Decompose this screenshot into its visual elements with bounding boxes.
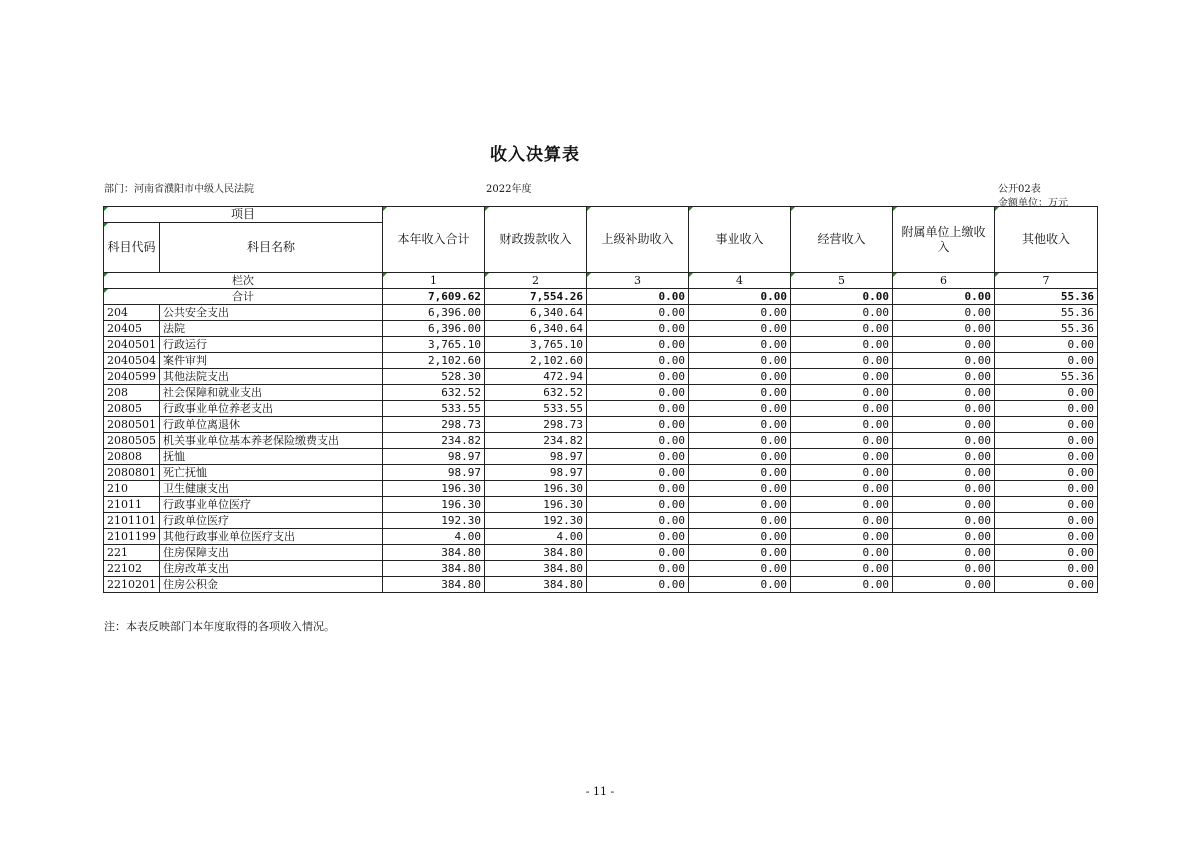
subject-name: 其他法院支出 <box>160 369 383 385</box>
amount-cell: 196.30 <box>485 481 587 497</box>
subject-name: 机关事业单位基本养老保险缴费支出 <box>160 433 383 449</box>
amount-cell: 0.00 <box>995 545 1098 561</box>
amount-cell: 0.00 <box>689 449 791 465</box>
table-row <box>104 465 1098 481</box>
subject-code: 208 <box>104 385 160 401</box>
table-row <box>104 513 1098 529</box>
table-row <box>104 449 1098 465</box>
subject-name: 行政单位离退休 <box>160 417 383 433</box>
page-number: - 11 - <box>585 785 615 798</box>
amount-cell: 196.30 <box>383 497 485 513</box>
amount-cell: 0.00 <box>587 369 689 385</box>
amount-cell: 0.00 <box>689 353 791 369</box>
amount-cell: 2,102.60 <box>485 353 587 369</box>
amount-cell: 0.00 <box>893 305 995 321</box>
subject-name: 行政事业单位养老支出 <box>160 401 383 417</box>
amount-cell: 0.00 <box>791 417 893 433</box>
table-row <box>104 321 1098 337</box>
amount-cell: 98.97 <box>383 465 485 481</box>
amount-cell: 0.00 <box>587 481 689 497</box>
amount-cell: 0.00 <box>587 353 689 369</box>
subject-name: 死亡抚恤 <box>160 465 383 481</box>
amount-cell: 0.00 <box>893 449 995 465</box>
amount-cell: 0.00 <box>791 353 893 369</box>
year-label: 2022年度 <box>486 184 532 195</box>
subject-code: 221 <box>104 545 160 561</box>
amount-cell: 472.94 <box>485 369 587 385</box>
subject-name: 抚恤 <box>160 449 383 465</box>
amount-cell: 0.00 <box>587 401 689 417</box>
amount-cell: 0.00 <box>995 401 1098 417</box>
amount-cell: 384.80 <box>383 545 485 561</box>
department-label: 部门：河南省濮阳市中级人民法院 <box>104 184 254 195</box>
subject-code: 22102 <box>104 561 160 577</box>
amount-cell: 0.00 <box>689 369 791 385</box>
amount-cell: 0.00 <box>995 385 1098 401</box>
total-value: 0.00 <box>689 289 791 305</box>
table-row <box>104 337 1098 353</box>
amount-cell: 0.00 <box>587 577 689 593</box>
subject-code: 2040599 <box>104 369 160 385</box>
amount-cell: 0.00 <box>587 513 689 529</box>
amount-cell: 98.97 <box>383 449 485 465</box>
amount-cell: 0.00 <box>893 417 995 433</box>
amount-cell: 0.00 <box>791 465 893 481</box>
col-header-2: 财政拨款收入 <box>485 207 587 273</box>
table-row <box>104 417 1098 433</box>
amount-cell: 0.00 <box>893 321 995 337</box>
amount-cell: 0.00 <box>995 433 1098 449</box>
amount-cell: 632.52 <box>383 385 485 401</box>
amount-cell: 0.00 <box>689 545 791 561</box>
amount-cell: 0.00 <box>893 497 995 513</box>
total-row <box>104 289 1098 305</box>
amount-cell: 0.00 <box>995 561 1098 577</box>
amount-cell: 0.00 <box>689 497 791 513</box>
amount-cell: 6,396.00 <box>383 305 485 321</box>
amount-cell: 298.73 <box>383 417 485 433</box>
amount-cell: 0.00 <box>995 529 1098 545</box>
amount-cell: 0.00 <box>587 529 689 545</box>
table-row <box>104 529 1098 545</box>
table-row <box>104 561 1098 577</box>
amount-cell: 0.00 <box>893 385 995 401</box>
amount-cell: 0.00 <box>995 513 1098 529</box>
amount-cell: 0.00 <box>893 353 995 369</box>
amount-cell: 0.00 <box>893 465 995 481</box>
amount-cell: 0.00 <box>689 481 791 497</box>
amount-cell: 0.00 <box>689 433 791 449</box>
subject-name: 行政事业单位医疗 <box>160 497 383 513</box>
subject-code: 20808 <box>104 449 160 465</box>
unit-label: 金额单位：万元 <box>998 198 1068 209</box>
amount-cell: 192.30 <box>383 513 485 529</box>
subject-name: 行政单位医疗 <box>160 513 383 529</box>
subject-name: 卫生健康支出 <box>160 481 383 497</box>
total-value: 7,554.26 <box>485 289 587 305</box>
amount-cell: 384.80 <box>383 577 485 593</box>
col-header-5: 经营收入 <box>791 207 893 273</box>
total-value: 55.36 <box>995 289 1098 305</box>
amount-cell: 0.00 <box>995 353 1098 369</box>
amount-cell: 298.73 <box>485 417 587 433</box>
col-header-7: 其他收入 <box>995 207 1098 273</box>
amount-cell: 0.00 <box>893 545 995 561</box>
amount-cell: 0.00 <box>689 513 791 529</box>
amount-cell: 0.00 <box>689 529 791 545</box>
subject-name: 住房保障支出 <box>160 545 383 561</box>
amount-cell: 0.00 <box>893 369 995 385</box>
subject-name: 其他行政事业单位医疗支出 <box>160 529 383 545</box>
amount-cell: 384.80 <box>485 577 587 593</box>
subject-code: 2040504 <box>104 353 160 369</box>
amount-cell: 0.00 <box>689 337 791 353</box>
amount-cell: 0.00 <box>791 401 893 417</box>
amount-cell: 4.00 <box>383 529 485 545</box>
amount-cell: 0.00 <box>791 449 893 465</box>
amount-cell: 0.00 <box>689 305 791 321</box>
amount-cell: 0.00 <box>995 465 1098 481</box>
amount-cell: 55.36 <box>995 321 1098 337</box>
amount-cell: 234.82 <box>383 433 485 449</box>
amount-cell: 6,396.00 <box>383 321 485 337</box>
subject-code: 2101199 <box>104 529 160 545</box>
page-title: 收入决算表 <box>490 145 580 165</box>
subject-name: 住房改革支出 <box>160 561 383 577</box>
total-value: 0.00 <box>587 289 689 305</box>
table-row <box>104 385 1098 401</box>
col-header-6: 附属单位上缴收入 <box>893 207 995 273</box>
column-index: 2 <box>485 273 587 289</box>
subject-code: 2080505 <box>104 433 160 449</box>
total-value: 0.00 <box>791 289 893 305</box>
amount-cell: 0.00 <box>893 577 995 593</box>
column-index: 4 <box>689 273 791 289</box>
amount-cell: 0.00 <box>791 497 893 513</box>
amount-cell: 0.00 <box>689 401 791 417</box>
subject-code: 2101101 <box>104 513 160 529</box>
amount-cell: 0.00 <box>587 417 689 433</box>
amount-cell: 98.97 <box>485 465 587 481</box>
col-header-3: 上级补助收入 <box>587 207 689 273</box>
amount-cell: 533.55 <box>383 401 485 417</box>
amount-cell: 3,765.10 <box>383 337 485 353</box>
amount-cell: 0.00 <box>689 417 791 433</box>
amount-cell: 0.00 <box>689 561 791 577</box>
amount-cell: 0.00 <box>893 337 995 353</box>
amount-cell: 0.00 <box>587 433 689 449</box>
subject-name: 案件审判 <box>160 353 383 369</box>
subject-code: 2080801 <box>104 465 160 481</box>
amount-cell: 0.00 <box>689 321 791 337</box>
total-label: 合计 <box>104 289 383 305</box>
column-index: 3 <box>587 273 689 289</box>
subject-code: 2040501 <box>104 337 160 353</box>
amount-cell: 0.00 <box>893 433 995 449</box>
amount-cell: 6,340.64 <box>485 321 587 337</box>
amount-cell: 384.80 <box>485 545 587 561</box>
amount-cell: 0.00 <box>587 465 689 481</box>
subject-name-header: 科目名称 <box>160 223 383 273</box>
table-row <box>104 577 1098 593</box>
col-header-1: 本年收入合计 <box>383 207 485 273</box>
amount-cell: 0.00 <box>587 305 689 321</box>
amount-cell: 0.00 <box>995 577 1098 593</box>
amount-cell: 4.00 <box>485 529 587 545</box>
table-row <box>104 401 1098 417</box>
amount-cell: 2,102.60 <box>383 353 485 369</box>
amount-cell: 0.00 <box>791 321 893 337</box>
table-row <box>104 433 1098 449</box>
subject-code: 2210201 <box>104 577 160 593</box>
amount-cell: 384.80 <box>383 561 485 577</box>
revenue-table <box>103 206 1098 593</box>
item-header: 项目 <box>104 207 383 223</box>
amount-cell: 0.00 <box>689 385 791 401</box>
subject-name: 公共安全支出 <box>160 305 383 321</box>
subject-code: 21011 <box>104 497 160 513</box>
amount-cell: 0.00 <box>791 577 893 593</box>
amount-cell: 0.00 <box>791 545 893 561</box>
column-index: 6 <box>893 273 995 289</box>
amount-cell: 0.00 <box>995 497 1098 513</box>
amount-cell: 0.00 <box>791 513 893 529</box>
amount-cell: 98.97 <box>485 449 587 465</box>
amount-cell: 0.00 <box>791 385 893 401</box>
subject-code: 20405 <box>104 321 160 337</box>
amount-cell: 0.00 <box>995 417 1098 433</box>
amount-cell: 0.00 <box>791 337 893 353</box>
amount-cell: 196.30 <box>485 497 587 513</box>
amount-cell: 0.00 <box>995 449 1098 465</box>
amount-cell: 0.00 <box>893 513 995 529</box>
subject-code: 20805 <box>104 401 160 417</box>
amount-cell: 0.00 <box>587 449 689 465</box>
table-row <box>104 305 1098 321</box>
amount-cell: 55.36 <box>995 369 1098 385</box>
amount-cell: 0.00 <box>587 561 689 577</box>
table-row <box>104 481 1098 497</box>
form-code-label: 公开02表 <box>998 184 1041 195</box>
amount-cell: 533.55 <box>485 401 587 417</box>
subject-name: 行政运行 <box>160 337 383 353</box>
column-index: 7 <box>995 273 1098 289</box>
subject-code: 2080501 <box>104 417 160 433</box>
amount-cell: 234.82 <box>485 433 587 449</box>
total-value: 7,609.62 <box>383 289 485 305</box>
table-row <box>104 545 1098 561</box>
amount-cell: 0.00 <box>791 529 893 545</box>
subject-code: 204 <box>104 305 160 321</box>
amount-cell: 0.00 <box>995 337 1098 353</box>
amount-cell: 0.00 <box>791 561 893 577</box>
total-value: 0.00 <box>893 289 995 305</box>
amount-cell: 632.52 <box>485 385 587 401</box>
amount-cell: 0.00 <box>587 545 689 561</box>
subject-code-header: 科目代码 <box>104 223 160 273</box>
amount-cell: 0.00 <box>587 321 689 337</box>
amount-cell: 528.30 <box>383 369 485 385</box>
amount-cell: 0.00 <box>995 481 1098 497</box>
amount-cell: 192.30 <box>485 513 587 529</box>
amount-cell: 384.80 <box>485 561 587 577</box>
table-row <box>104 497 1098 513</box>
amount-cell: 0.00 <box>791 481 893 497</box>
table-row <box>104 353 1098 369</box>
amount-cell: 0.00 <box>791 433 893 449</box>
amount-cell: 0.00 <box>587 497 689 513</box>
table-row <box>104 369 1098 385</box>
amount-cell: 3,765.10 <box>485 337 587 353</box>
subject-name: 住房公积金 <box>160 577 383 593</box>
amount-cell: 55.36 <box>995 305 1098 321</box>
subject-name: 法院 <box>160 321 383 337</box>
column-index: 1 <box>383 273 485 289</box>
col-header-4: 事业收入 <box>689 207 791 273</box>
amount-cell: 0.00 <box>689 577 791 593</box>
amount-cell: 0.00 <box>791 369 893 385</box>
column-index-label: 栏次 <box>104 273 383 289</box>
amount-cell: 6,340.64 <box>485 305 587 321</box>
subject-name: 社会保障和就业支出 <box>160 385 383 401</box>
amount-cell: 0.00 <box>587 385 689 401</box>
amount-cell: 0.00 <box>893 561 995 577</box>
subject-code: 210 <box>104 481 160 497</box>
footnote: 注：本表反映部门本年度取得的各项收入情况。 <box>104 620 335 633</box>
amount-cell: 0.00 <box>893 481 995 497</box>
amount-cell: 0.00 <box>587 337 689 353</box>
amount-cell: 0.00 <box>689 465 791 481</box>
column-index: 5 <box>791 273 893 289</box>
amount-cell: 196.30 <box>383 481 485 497</box>
amount-cell: 0.00 <box>893 401 995 417</box>
amount-cell: 0.00 <box>791 305 893 321</box>
amount-cell: 0.00 <box>893 529 995 545</box>
